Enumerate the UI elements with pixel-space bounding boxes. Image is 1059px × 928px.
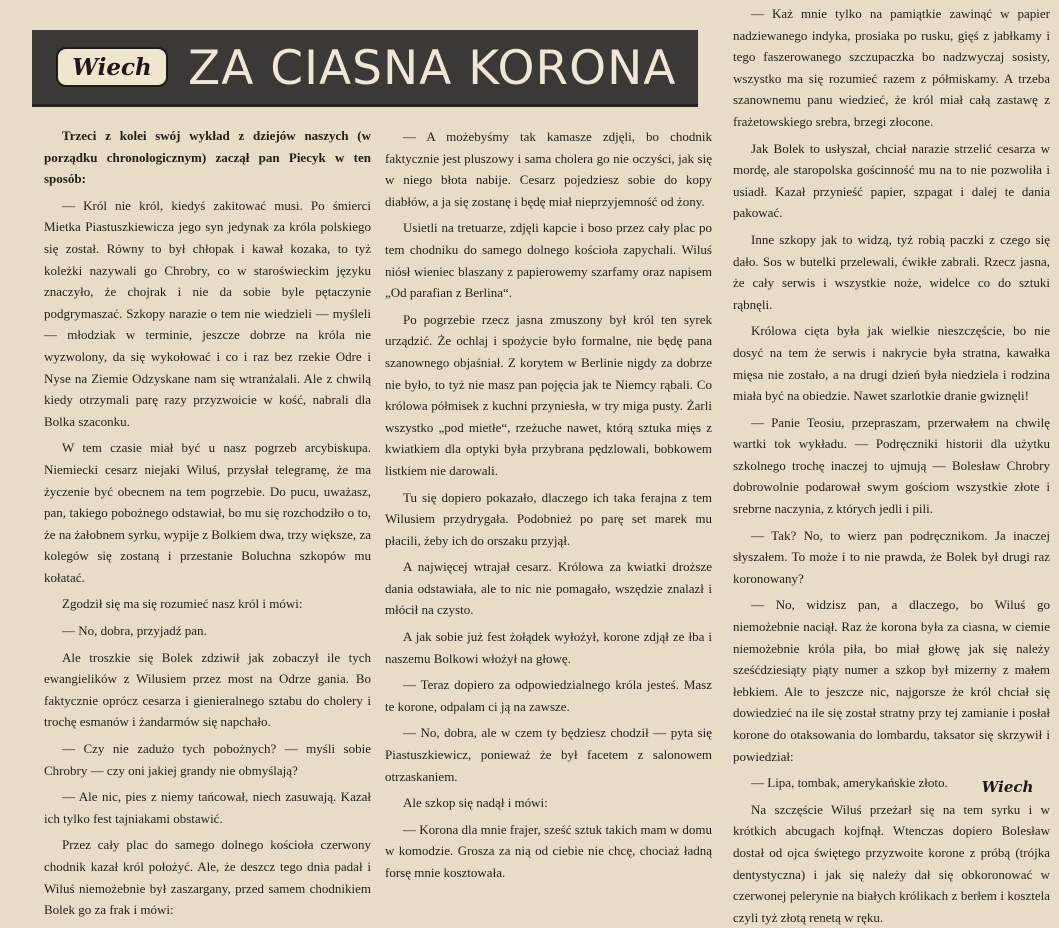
- article-lead: Trzeci z kolei swój wykład z dziejów naszych (w porządku chronologicznym) zaczął pan Piecyk w ten sposób:: [44, 128, 371, 187]
- paragraph: Tu się dopiero pokazało, dlaczego ich taka ferajna z tem Wilusiem przydrygała. Podobnież po parę set marek mu płacili, żeby ich do orszaku przyjął.: [385, 489, 712, 548]
- paragraph: Królowa cięta była jak wielkie nieszczęście, bo nie dosyć na tem że serwis i nakrycie była stratna, kawałka mięsa nie zostało, a na drugi dzień była niedziela i rodzina miała być na obiedzie. Nawet szarlotkie dranie gwiznęli!: [733, 323, 1050, 404]
- paragraph: Usietli na tretuarze, zdjęli kapcie i boso przez cały plac po tem chodniku do samego dolnego kościoła zapychali. Wiluś niósł wieniec blaszany z papierowemy szarfamy oraz napisem „Od parafian z Berlina“.: [385, 220, 712, 301]
- paragraph: — Teraz dopiero za odpowiedzialnego króla jesteś. Masz te korone, odpalam ci ją na zawsze.: [385, 677, 712, 714]
- paragraph: Na szczęście Wiluś przeżarł się na tem syrku i w krótkich abcugach kojfnął. Wtenczas dopiero Bolesław dostał od ojca świętego przyzwoite korone z próbą (trójka dentystyczna) i jak się należy dał się obkoronować w czerwonej pelerynie na białych królikach z berłem i kosztela czyli tyż złotą renetą w ręku.: [733, 801, 1050, 925]
- paragraph: — A możebyśmy tak kamasze zdjęli, bo chodnik faktycznie jest pluszowy i sama cholera go nie oczyści, jak się w niego błota nabije. Cesarz pojedziesz sobie do kopy diabłów, a ja się zostanę i będę miał nieprzyjemność od żony.: [385, 129, 712, 209]
- paragraph: Jak Bolek to usłyszał, chciał narazie strzelić cesarza w mordę, ale staropolska gościnność mu na to nie pozwoliła i usiadł. Kazał przynieść papier, szpagat i dalej te dania pakować.: [733, 140, 1050, 221]
- paragraph: — No, widzisz pan, a dlaczego, bo Wiluś go niemożebnie naciął. Raz że korona była za ciasna, w ciemie niemożebnie króla piła, bo miał głowę jak się należy sześćdziesiąty piąty numer a szkop był mizerny z małem łebkiem. Ale to jeszcze nic, najgorsze że król chciał się dowiedzieć na ile się został stratny przy tej zamianie i posłał korone do otaksowania do lombardu, taksator się skrzywił i powiedział:: [733, 597, 1050, 764]
- paragraph: — Król nie król, kiedyś zakitować musi. Po śmierci Mietka Piastuszkiewicza jego syn jedynak za króla polskiego się został. Równy to był chłopak i kawał kozaka, to tyż koleżki nazywali go Chrobry, co w staroświeckim języku znaczyło, że chojrak i nie da sobie byle pętaczynie podgrymaszać. Szkopy narazie o tem nie wiedzieli — myśleli — młodziak w terminie, jeszcze dobrze na króla nie wyzwolony, da się wykołować i co i raz bez rzekie Odre i Nyse na Ziemie Odzyskane nam się wtranżalali. Ale z chwilą kiedy otrzymali parę razy przyzwoicie w kość, nabrali dla Bolka szaconku.: [44, 197, 371, 429]
- paragraph: — No, dobra, przyjadź pan.: [62, 623, 207, 639]
- paragraph: Po pogrzebie rzecz jasna zmuszony był król ten syrek urządzić. Że ochlaj i spożycie było formalne, nie będę pana szanownego objaśniał. Z korytem w Berlinie nigdy za dobrze nie było, to tyż nie masz pan pojęcia jak te Niemcy rąbali. Co królowa półmisek z kuchni przyniesła, w try miga pusty. Żarli wszystko „pod mietłe“, rzeżuche nawet, którą sztuka mięs z kwiatkiem dla optyki była przybrana pędzlowali, bobkowem listkiem nie darowali.: [385, 311, 712, 478]
- paragraph: — Korona dla mnie frajer, sześć sztuk takich mam w domu w komodzie. Grosza za nią od ciebie nie chcę, chociaż ładną forsę mnie kosztowała.: [385, 821, 712, 880]
- paragraph: A jak sobie już fest żołądek wyłożył, korone zdjął ze łba i naszemu Bolkowi włożył na głowę.: [385, 629, 712, 666]
- article-column-1: [44, 125, 371, 918]
- paragraph: — No, dobra, ale w czem ty będziesz chodził — pyta się Piastuszkiewicz, ponieważ że był facetem z salonowem otrzaskaniem.: [385, 725, 712, 784]
- paragraph: — Ale nic, pies z niemy tańcował, niech zasuwają. Kazał ich tylko fest tajniakami obstawić.: [44, 789, 371, 826]
- paragraph: — Panie Teosiu, przepraszam, przerwałem na chwilę wartki tok wykładu. — Podręczniki historii dla użytku szkolnego trochę inaczej to ujmują — Bolesław Chrobry dobrowolnie podarował swym gościom wszystkie złote i srebrne naczynia, z których jedli i pili.: [733, 414, 1050, 517]
- article-column-3: [733, 3, 1050, 925]
- paragraph: W tem czasie miał być u nasz pogrzeb arcybiskupa. Niemiecki cesarz niejaki Wiluś, przysłał telegramę, że ma życzenie być obecnem na tem pogrzebie. Do pucu, uważasz, pan, takiego pobożnego odstawiał, bo mu się rozchodziło o to, że na żałobnem syrku, wypije z Bolkiem dwa, trzy większe, za kolegów się zostaną i przestanie Boluchna szkopów mu kołatać.: [44, 440, 371, 585]
- paragraph: Inne szkopy jak to widzą, tyż robią paczki z czego się dało. Sos w butelki przelewali, ćwikłe zabrali. Rzecz jasna, że cały serwis i wszystkie noże, widelce co do sztuki rąbnęli.: [733, 231, 1050, 312]
- paragraph: — Tak? No, to wierz pan podręcznikom. Ja inaczej słyszałem. To może i to nie prawda, że Bolek był drugi raz koronowany?: [733, 527, 1050, 586]
- article-title: ZA CIASNA KORONA: [188, 40, 677, 96]
- author-signature: Wiech: [981, 778, 1034, 796]
- paragraph: — Czy nie zadużo tych pobożnych? — myśli sobie Chrobry — czy oni jakiej grandy nie obmyślają?: [44, 741, 371, 778]
- paragraph: — Każ mnie tylko na pamiątkie zawinąć w papier nadziewanego indyka, prosiaka po rusku, gięś z jabłkamy i tego faszerowanego szczupaczka bo nadzwyczaj sosisty, wszystko ma się rozumieć razem z półmiskamy. A trzeba szanownemu panu wiedzieć, że król miał całą zastawę z frażetowskiego srebra, brzegi złocone.: [733, 6, 1050, 129]
- paragraph: Ale szkop się nadął i mówi:: [403, 795, 548, 811]
- paragraph: Zgodził się ma się rozumieć nasz król i mówi:: [62, 596, 303, 612]
- paragraph: — Lipa, tombak, amerykańskie złoto.: [751, 775, 948, 791]
- article-column-2: [385, 126, 712, 880]
- paragraph: Ale troszkie się Bolek zdziwił jak zobaczył ile tych ewangielików z Wilusiem przez most na Odrze gania. Bo faktycznie oprócz cesarza i gienieralnego sztabu do cholery i trochę esmanów i żandarmów się napchało.: [44, 649, 371, 730]
- paragraph: A najwięcej wtrajał cesarz. Królowa za kwiatki droższe dania odstawiała, ale to nic nie pomagało, wszędzie znalazł i młócił na czysto.: [385, 559, 712, 618]
- paragraph: Przez cały plac do samego dolnego kościoła czerwony chodnik kazał król położyć. Ale, że deszcz tego dnia padał i Wiluś niemożebnie był zaszargany, przed samem chodnikiem Bolek go za frak i mówi:: [44, 837, 371, 918]
- author-badge: Wiech: [56, 47, 168, 87]
- title-banner: [32, 30, 698, 107]
